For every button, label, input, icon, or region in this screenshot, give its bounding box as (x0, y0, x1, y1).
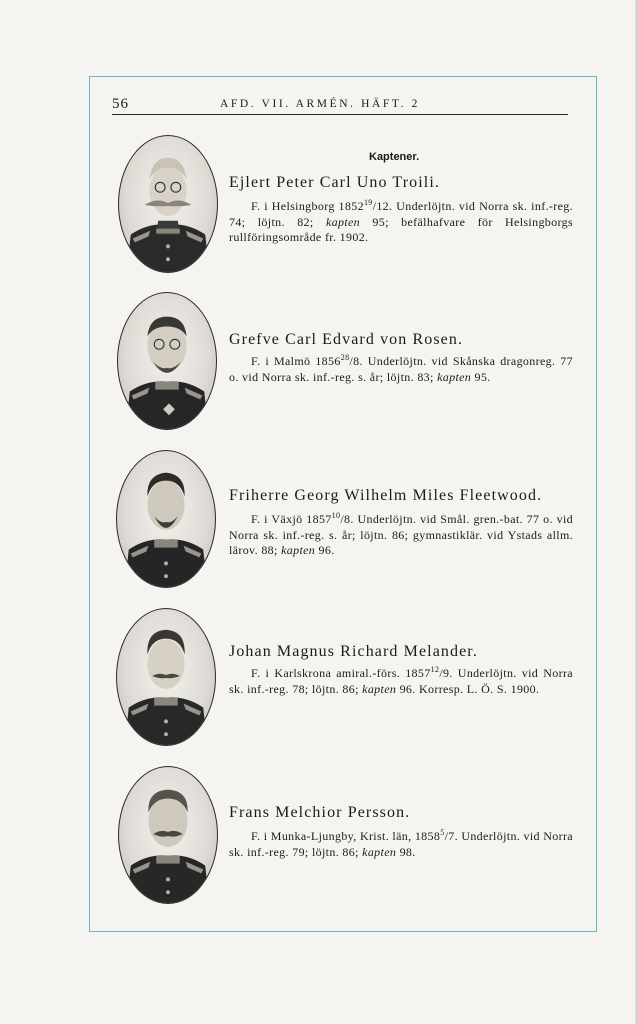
portrait-troili (118, 135, 218, 273)
entry-name: Johan Magnus Richard Melander. (229, 643, 478, 660)
entry-text: F. i Karlskrona amiral.-förs. 1857$^{12}$/9. Underlöjtn. vid Norra sk. inf.-reg. 78; löjtn. 86; kapten 96. Korresp. L. Ö. S. 1900. (229, 665, 573, 696)
entry-name: Friherre Georg Wilhelm Miles Fleetwood. (229, 487, 543, 504)
page-number: 56 (112, 96, 129, 112)
portrait-melander (116, 608, 216, 746)
entry-name: Frans Melchior Persson. (229, 804, 411, 821)
section-title: Kaptener. (369, 151, 420, 163)
running-head-title: AFD. VII. ARMÉN. HÄFT. 2 (220, 98, 420, 110)
portrait-von-rosen (117, 292, 217, 430)
entry-text: F. i Malmö 1856$^{28}$/8. Underlöjtn. vid Skånska dragonreg. 77 o. vid Norra sk. inf.-reg. s. år; löjtn. 83; kapten 95. (229, 353, 573, 384)
portrait-fleetwood (116, 450, 216, 588)
entry-name: Grefve Carl Edvard von Rosen. (229, 331, 464, 348)
portrait-persson (118, 766, 218, 904)
entry-text: F. i Helsingborg 1852$^{19}$/12. Underlöjtn. vid Norra sk. inf.-reg. 74; löjtn. 82; kapten 95; befälhafvare för Helsingborgs rullföringsområde fr. 1902. (229, 198, 573, 244)
entry-name: Ejlert Peter Carl Uno Troili. (229, 174, 441, 191)
entry-text: F. i Munka-Ljungby, Krist. län, 1858$^5$/7. Underlöjtn. vid Norra sk. inf.-reg. 79; löjtn. 86; kapten 98. (229, 828, 573, 859)
running-head (112, 96, 568, 115)
entry-text: F. i Växjö 1857$^{10}$/8. Underlöjtn. vid Smål. gren.-bat. 77 o. vid Norra sk. inf.-reg. s. år; löjtn. 86; gymnastiklär. vid Ystads allm. lärov. 88; kapten 96. (229, 511, 573, 557)
